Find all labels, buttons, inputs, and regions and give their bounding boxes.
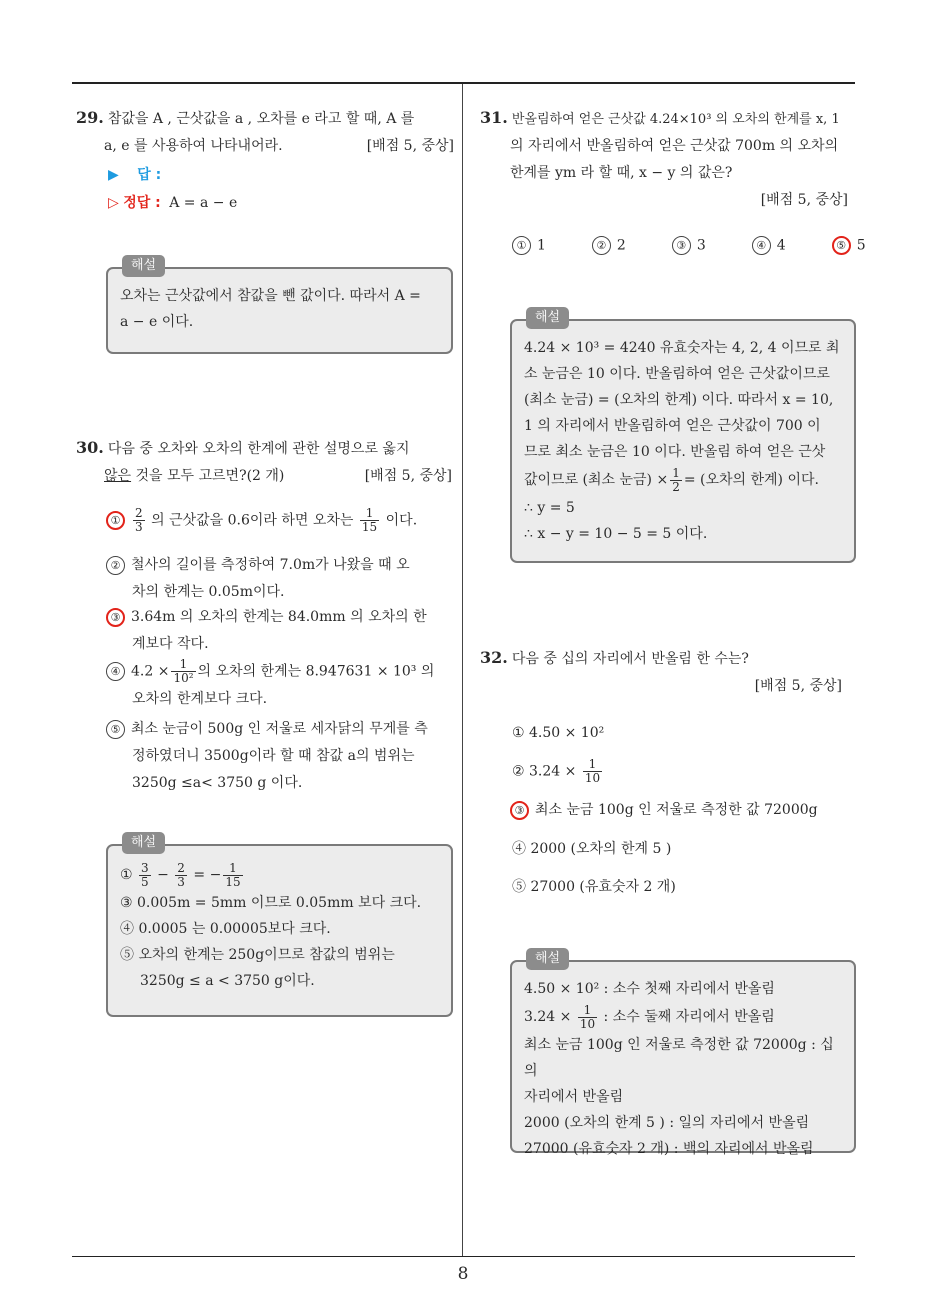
- explanation-text: 27000 (유효숫자 2 개) : 백의 자리에서 반올림: [524, 1141, 814, 1157]
- option-5[interactable]: [106, 716, 452, 797]
- question-number: 30.: [76, 438, 104, 457]
- explanation-text: 소 눈금은 10 이다. 반올림하여 얻은 근삿값이므로: [524, 366, 830, 382]
- explanation-text: 1 의 자리에서 반올림하여 얻은 근삿값이 700 이: [524, 418, 821, 434]
- question-emphasis: 않은: [104, 468, 132, 484]
- question-text: 의 자리에서 반올림하여 얻은 근삿값 700m 의 오차의: [510, 138, 839, 154]
- column-divider: [462, 84, 463, 1256]
- option-2[interactable]: [512, 758, 604, 786]
- question-text: 반올림하여 얻은 근삿값 4.24×10³ 의 오차의 한계를 x, 1: [511, 112, 840, 127]
- option-5[interactable]: ⑤ 5: [832, 236, 866, 255]
- fraction: $\frac{1}{2}$: [672, 465, 680, 494]
- option-text: ④ 2000 (오차의 한계 5 ): [512, 841, 672, 857]
- question-text: 한계를 ym 라 할 때, x − y 의 값은?: [510, 165, 733, 181]
- option-text: ⑤ 27000 (유효숫자 2 개): [512, 879, 676, 895]
- option-text: 차의 한계는 0.05m이다.: [132, 584, 285, 600]
- option-1[interactable]: ① 1: [512, 236, 546, 255]
- difficulty-label: [배점 5, 중상]: [760, 192, 848, 208]
- option-text: ① 4.50 × 10²: [512, 725, 605, 741]
- selected-circle-icon: ⑤: [832, 236, 851, 255]
- circle-number-icon: ④: [752, 236, 771, 255]
- option-text: 오차의 한계보다 크다.: [132, 690, 268, 707]
- option-5[interactable]: [512, 874, 676, 901]
- option-2[interactable]: [106, 552, 452, 606]
- explanation-tag: 해설: [122, 832, 165, 854]
- option-text: 최소 눈금 100g 인 저울로 측정한 값 72000g: [535, 802, 818, 818]
- mcq-options: [512, 236, 866, 255]
- selected-circle-icon: ③: [510, 801, 529, 820]
- option-text: 3.64m 의 오차의 한계는 84.0mm 의 오차의 한: [131, 609, 427, 625]
- explanation-text: ⑤ 오차의 한계는 250g이므로 참값의 범위는: [120, 947, 395, 963]
- fraction: $\frac{1}{10}$: [584, 757, 601, 785]
- explanation-text: 최소 눈금 100g 인 저울로 측정한 값 72000g : 십의: [524, 1037, 834, 1079]
- question-text: a, e 를 사용하여 나타내어라.: [104, 138, 283, 154]
- option-text: 최소 눈금이 500g 인 저울로 세자닭의 무게를 측: [131, 721, 428, 737]
- option-1[interactable]: [106, 507, 452, 535]
- fraction: $\frac{3}{5}$: [141, 860, 149, 889]
- question-30: [76, 434, 452, 490]
- top-rule: [72, 82, 855, 84]
- explanation-text: 오차는 근삿값에서 참값을 뺀 값이다. 따라서 A =: [120, 288, 421, 304]
- explanation-text: 자리에서 반올림: [524, 1089, 624, 1105]
- fraction: $\frac{1}{\text{10²}}$: [173, 657, 194, 685]
- explanation-text: ∴ y = 5: [524, 500, 575, 516]
- explanation-text: ∴ x − y = 10 − 5 = 5 이다.: [524, 526, 708, 542]
- bottom-rule: [72, 1256, 855, 1257]
- explanation-text: a − e 이다.: [120, 314, 194, 330]
- option-4[interactable]: ④ 4: [752, 236, 786, 255]
- play-outline-icon: ▷: [108, 195, 119, 211]
- question-29: [76, 104, 454, 160]
- explanation-text: = −: [193, 867, 222, 883]
- option-text: ② 3.24 ×: [512, 763, 577, 780]
- explanation-text: −: [157, 867, 169, 883]
- explanation-tag: 해설: [526, 948, 569, 970]
- question-text: 참값을 A , 근삿값을 a , 오차를 e 라고 할 때, A 를: [107, 111, 415, 127]
- answer-row: [108, 164, 161, 184]
- question-31: [480, 104, 858, 214]
- question-text: 다음 중 오차와 오차의 한계에 관한 설명으로 옳지: [107, 441, 410, 457]
- question-number: 32.: [480, 648, 508, 667]
- difficulty-label: [배점 5, 중상]: [364, 468, 452, 484]
- circle-number-icon: ④: [106, 662, 125, 681]
- option-text: 계보다 작다.: [132, 636, 209, 652]
- explanation-box: [106, 835, 453, 1017]
- question-32: [480, 644, 858, 700]
- answer-label: 답 :: [137, 167, 162, 183]
- fraction: $\frac{1}{15}$: [361, 506, 378, 534]
- option-text: 3250g ≤a< 3750 g 이다.: [132, 775, 303, 791]
- explanation-text: ①: [120, 867, 133, 883]
- option-3[interactable]: [510, 797, 818, 824]
- option-text: 의 오차의 한계는 8.947631 × 10³ 의: [197, 663, 435, 680]
- explanation-tag: 해설: [526, 307, 569, 329]
- option-text: 이다.: [385, 512, 418, 529]
- explanation-text: 2000 (오차의 한계 5 ) : 일의 자리에서 반올림: [524, 1115, 810, 1131]
- question-text: 다음 중 십의 자리에서 반올림 한 수는?: [511, 651, 749, 667]
- explanation-text: 값이므로 (최소 눈금) ×: [524, 472, 669, 488]
- page-number: 8: [457, 1264, 469, 1284]
- option-text: 의 근삿값을 0.6이라 하면 오차는: [151, 512, 354, 529]
- circle-number-icon: ②: [592, 236, 611, 255]
- option-text: 정하였더니 3500g이라 할 때 참값 a의 범위는: [132, 748, 415, 764]
- explanation-text: 3250g ≤ a < 3750 g이다.: [140, 973, 315, 989]
- fraction: $\frac{1}{10}$: [579, 1002, 596, 1031]
- question-number: 29.: [76, 108, 104, 127]
- explanation-text: 4.50 × 10² : 소수 첫째 자리에서 반올림: [524, 981, 775, 997]
- question-number: 31.: [480, 108, 508, 127]
- option-text: 철사의 길이를 측정하여 7.0m가 나왔을 때 오: [131, 557, 410, 573]
- explanation-box: [510, 951, 856, 1157]
- circle-number-icon: ②: [106, 556, 125, 575]
- fraction: $\frac{2}{3}$: [177, 860, 185, 889]
- question-text: 것을 모두 고르면?(2 개): [131, 468, 285, 484]
- option-3[interactable]: [106, 604, 452, 658]
- option-text: 4.2 ×: [131, 663, 170, 680]
- option-3[interactable]: ③ 3: [672, 236, 706, 255]
- selected-circle-icon: ③: [106, 608, 125, 627]
- explanation-text: = (오차의 한계) 이다.: [683, 472, 819, 488]
- selected-circle-icon: ①: [106, 511, 125, 530]
- explanation-tag: 해설: [122, 255, 165, 277]
- explanation-text: : 소수 둘째 자리에서 반올림: [603, 1009, 775, 1025]
- option-2[interactable]: ② 2: [592, 236, 626, 255]
- explanation-text: (최소 눈금) = (오차의 한계) 이다. 따라서 x = 10,: [524, 392, 834, 408]
- fraction: $\frac{1}{15}$: [225, 860, 241, 889]
- circle-number-icon: ③: [672, 236, 691, 255]
- option-4[interactable]: [106, 658, 452, 713]
- fraction: $\frac{2}{3}$: [135, 506, 143, 534]
- explanation-text: 3.24 ×: [524, 1009, 572, 1025]
- explanation-text: 므로 최소 눈금은 10 이다. 반올림 하여 얻은 근삿: [524, 444, 826, 460]
- explanation-text: ③ 0.005m = 5mm 이므로 0.05mm 보다 크다.: [120, 895, 422, 911]
- difficulty-label: [배점 5, 중상]: [754, 678, 842, 694]
- solution-label: 정답 :: [123, 195, 161, 211]
- difficulty-label: [배점 5, 중상]: [366, 138, 454, 154]
- explanation-text: ④ 0.0005 는 0.00005보다 크다.: [120, 921, 331, 937]
- play-icon: ▶: [108, 167, 119, 183]
- option-4[interactable]: [512, 836, 671, 863]
- circle-number-icon: ⑤: [106, 720, 125, 739]
- option-1[interactable]: [512, 720, 604, 747]
- solution-row: [108, 192, 237, 212]
- solution-value: A = a − e: [169, 195, 238, 211]
- explanation-box: [510, 310, 856, 563]
- circle-number-icon: ①: [512, 236, 531, 255]
- explanation-text: 4.24 × 10³ = 4240 유효숫자는 4, 2, 4 이므로 최: [524, 340, 840, 356]
- explanation-box: [106, 258, 453, 354]
